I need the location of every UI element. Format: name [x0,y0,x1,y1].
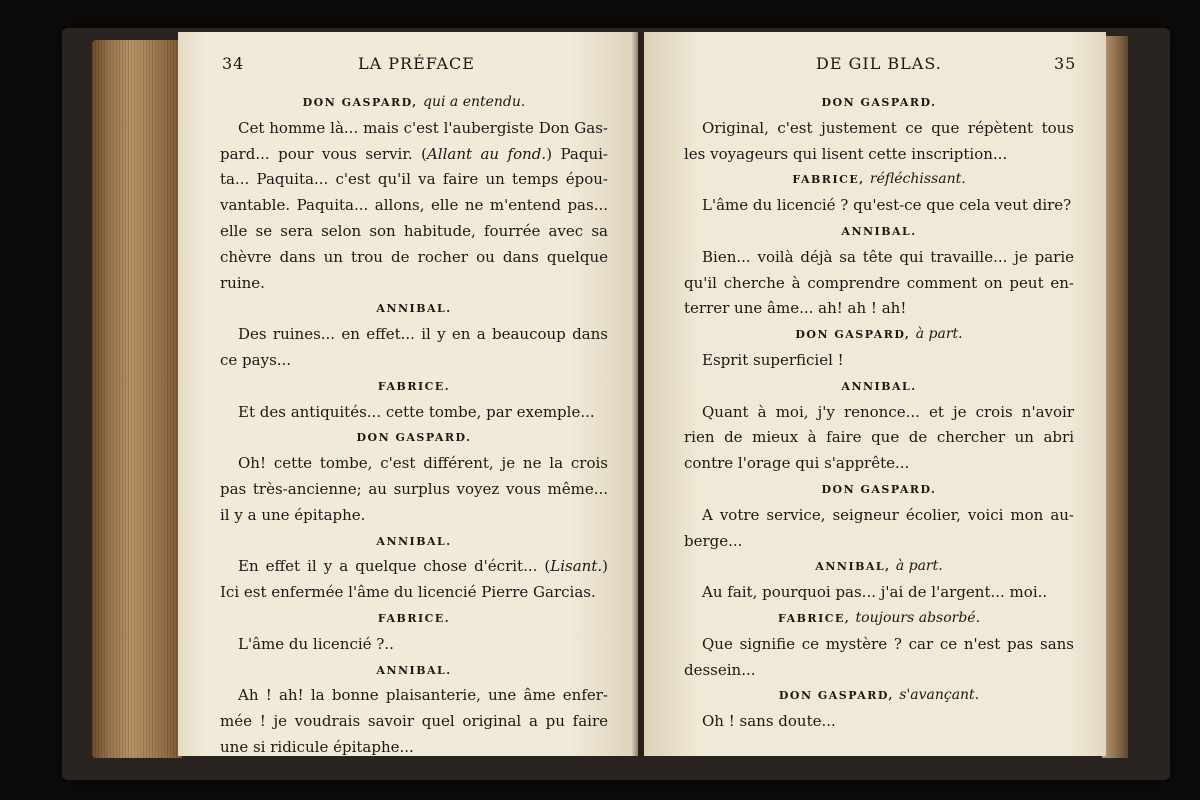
right-page-number: 35 [1054,54,1077,73]
stage-direction: à part. [915,326,963,343]
speaker-heading [220,606,608,632]
dialogue-text: Que signifie ce mystère ? car ce n'est pas sans dessein... [684,634,1074,679]
speaker-name: DON GASPARD, [302,96,418,109]
dialogue-text: A votre service, seigneur écolier, voici mon au-berge... [684,505,1074,550]
dialogue-text: Oh! cette tombe, c'est différent, je ne la crois pas très-ancienne; au surplus voyez vous même... il y a une épitaphe. [220,454,608,524]
left-page-number: 34 [222,54,245,73]
dialogue-paragraph [684,348,1074,374]
speaker-heading [684,167,1074,193]
speaker-heading [684,606,1074,632]
speaker-heading [684,219,1074,245]
dialogue-paragraph [220,322,608,374]
dialogue-paragraph [684,116,1074,168]
dialogue-text: L'âme du licencié ? qu'est-ce que cela veut dire? [702,196,1072,215]
left-page [178,32,638,756]
dialogue-paragraph [220,451,608,528]
speaker-name: DON GASPARD. [356,431,472,445]
speaker-name: FABRICE, [792,173,865,187]
speaker-name: ANNIBAL. [841,379,917,393]
stage-direction: Lisant. [550,557,603,576]
speaker-heading [220,529,608,555]
speaker-heading [684,90,1074,116]
dialogue-text: Original, c'est justement ce que répètent tous les voyageurs qui lisent cette inscription... [684,118,1074,163]
dialogue-paragraph [684,580,1074,606]
speaker-name: DON GASPARD, [795,328,911,342]
stage-direction: qui a entendu. [422,94,526,110]
speaker-name: ANNIBAL, [815,560,891,574]
dialogue-paragraph [684,193,1074,219]
speaker-heading [684,554,1074,580]
stage-direction: Allant au fond. [426,144,547,163]
dialogue-text: Des ruines... en effet... il y en a beaucoup dans ce pays... [220,325,608,369]
dialogue-paragraph [220,554,608,606]
speaker-heading [684,683,1074,709]
dialogue-paragraph [684,709,1074,735]
dialogue-paragraph [684,632,1074,684]
stage-direction: toujours absorbé. [855,609,981,626]
speaker-name: DON GASPARD. [821,482,937,496]
dialogue-paragraph [220,683,608,760]
right-running-head: DE GIL BLAS. [816,54,942,73]
stage-direction: à part. [895,558,943,575]
stage-direction: s'avançant. [899,687,980,704]
speaker-heading [684,374,1074,400]
dialogue-text: Quant à moi, j'y renonce... et je crois n'avoir rien de mieux à faire que de chercher un abri contre l'orage qui s'apprête... [684,402,1074,473]
dialogue-text: Et des antiquités... cette tombe, par exemple... [238,402,595,421]
dialogue-text: ) Ici est enfermée l'âme du licencié Pierre Garcias. [220,557,608,602]
dialogue-text: En effet il y a quelque chose d'écrit... ( [238,557,551,576]
dialogue-paragraph [220,632,608,658]
speaker-heading [220,374,608,400]
speaker-heading [220,296,608,322]
dialogue-paragraph [220,400,608,426]
speaker-name: ANNIBAL. [841,224,917,238]
speaker-heading [220,90,608,116]
dialogue-text: Oh ! sans doute... [702,712,836,731]
dialogue-text: Au fait, pourquoi pas... j'ai de l'argent... moi.. [702,583,1048,602]
dialogue-paragraph [220,116,608,297]
left-running-head: LA PRÉFACE [358,54,475,73]
dialogue-text: Cet homme là... mais c'est l'aubergiste Don Gas-pard... pour vous servir. ( [220,118,608,163]
speaker-heading [220,658,608,684]
dialogue-text: Bien... voilà déjà sa tête qui travaille... je parie qu'il cherche à comprendre comment on peut en-terrer une âme... ah! ah ! ah! [684,247,1074,318]
speaker-heading [684,477,1074,503]
dialogue-paragraph [684,245,1074,322]
stage-direction: réfléchissant. [869,171,966,188]
speaker-name: FABRICE, [777,611,851,625]
speaker-name: DON GASPARD. [821,96,937,109]
speaker-heading [684,322,1074,348]
dialogue-text: L'âme du licencié ?.. [238,634,394,653]
right-page [644,32,1106,756]
speaker-name: DON GASPARD, [778,689,894,703]
speaker-name: ANNIBAL. [376,302,452,316]
page-block-edge [92,40,182,758]
dialogue-paragraph [684,503,1074,555]
dialogue-text: Esprit superficiel ! [702,350,844,369]
speaker-name: ANNIBAL. [376,663,452,677]
dialogue-paragraph [684,400,1074,477]
dialogue-text: Ah ! ah! la bonne plaisanterie, une âme enfer-mée ! je voudrais savoir quel original a pu faire une si ridicule épitaphe... [220,686,608,756]
speaker-name: FABRICE. [377,611,451,625]
speaker-name: ANNIBAL. [376,534,452,548]
speaker-name: FABRICE. [377,379,451,393]
dialogue-text: ) Paqui-ta... Paquita... c'est qu'il va faire un temps épou-vantable. Paquita... allons, elle ne m'entend pas... elle se sera selon son habitude, fourrée avec sa chèvre dans un trou de rocher ou dans quelque ruine. [220,144,608,292]
left-page-text [220,90,608,761]
speaker-heading [220,425,608,451]
right-page-text [684,90,1074,735]
